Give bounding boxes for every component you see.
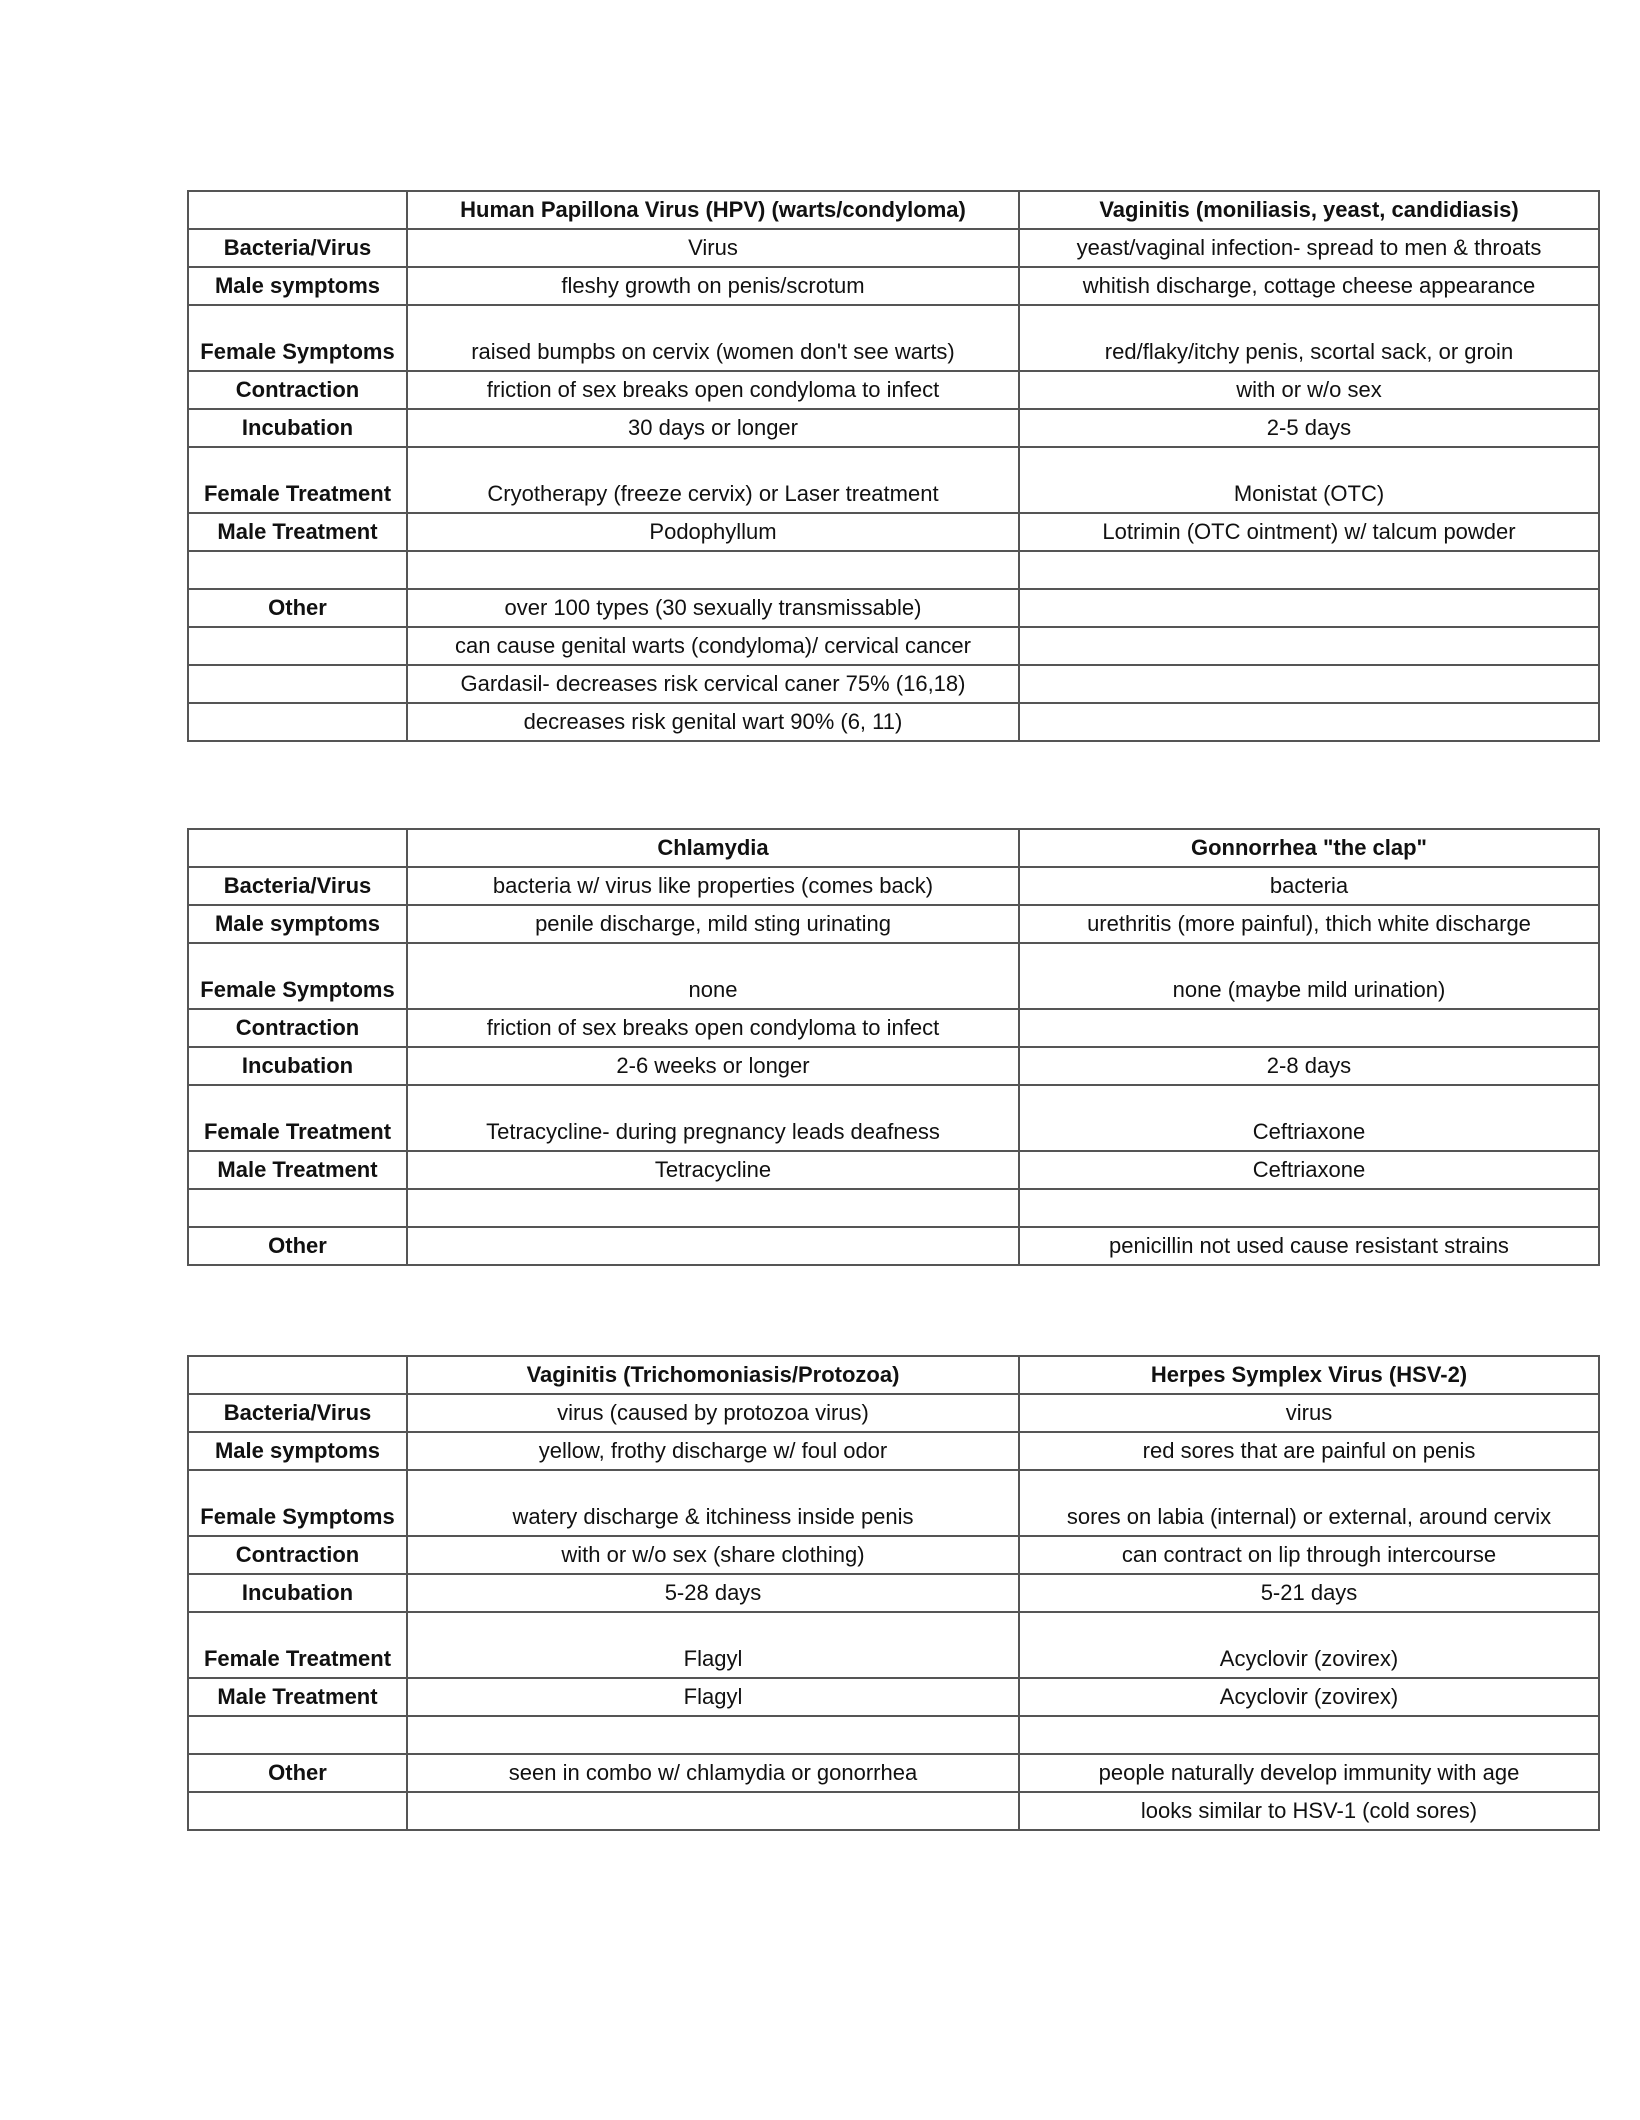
table-row [188,627,1599,665]
table-cell: Flagyl [407,1678,1019,1716]
table-cell: Tetracycline [407,1151,1019,1189]
table-cell: none (maybe mild urination) [1019,943,1599,1009]
row-label: Male symptoms [188,1432,407,1470]
table-row [188,665,1599,703]
row-label: Male Treatment [188,1151,407,1189]
table-cell: Podophyllum [407,513,1019,551]
row-label: Male Treatment [188,1678,407,1716]
table-row [188,1151,1599,1189]
table-cell: Virus [407,229,1019,267]
table-cell: friction of sex breaks open condyloma to infect [407,1009,1019,1047]
table-cell [1019,627,1599,665]
row-label [188,627,407,665]
row-label: Incubation [188,1574,407,1612]
table-cell: 5-28 days [407,1574,1019,1612]
header-cell [188,191,407,229]
table-cell [1019,1009,1599,1047]
row-label: Female Symptoms [188,1470,407,1536]
table-row [188,1678,1599,1716]
header-cell: Herpes Symplex Virus (HSV-2) [1019,1356,1599,1394]
table-row [188,1536,1599,1574]
header-cell: Human Papillona Virus (HPV) (warts/condyloma) [407,191,1019,229]
row-label: Female Treatment [188,1085,407,1151]
row-label: Incubation [188,409,407,447]
table-cell: Tetracycline- during pregnancy leads deafness [407,1085,1019,1151]
table-cell: bacteria w/ virus like properties (comes back) [407,867,1019,905]
table-cell: urethritis (more painful), thich white discharge [1019,905,1599,943]
table-cell: looks similar to HSV-1 (cold sores) [1019,1792,1599,1830]
trichomoniasis-herpes-table [187,1355,1600,1831]
header-cell: Vaginitis (Trichomoniasis/Protozoa) [407,1356,1019,1394]
table-cell: virus [1019,1394,1599,1432]
table-cell: none [407,943,1019,1009]
hpv-vaginitis-table [187,190,1600,742]
table-cell [407,1716,1019,1754]
table-cell [1019,1716,1599,1754]
table-header-row [188,191,1599,229]
table-cell: 5-21 days [1019,1574,1599,1612]
table-row [188,1792,1599,1830]
table-row [188,1574,1599,1612]
table-cell: 2-6 weeks or longer [407,1047,1019,1085]
table-row [188,1189,1599,1227]
table-row [188,409,1599,447]
table-row [188,1047,1599,1085]
table-cell: red/flaky/itchy penis, scortal sack, or groin [1019,305,1599,371]
row-label [188,551,407,589]
table-cell: fleshy growth on penis/scrotum [407,267,1019,305]
row-label: Bacteria/Virus [188,229,407,267]
row-label: Bacteria/Virus [188,867,407,905]
row-label [188,1792,407,1830]
table-row [188,551,1599,589]
table-cell: Cryotherapy (freeze cervix) or Laser treatment [407,447,1019,513]
table-cell: Ceftriaxone [1019,1151,1599,1189]
row-label [188,703,407,741]
table-cell: penile discharge, mild sting urinating [407,905,1019,943]
row-label: Female Treatment [188,447,407,513]
table-cell [1019,551,1599,589]
table-cell: penicillin not used cause resistant strains [1019,1227,1599,1265]
table-cell: Monistat (OTC) [1019,447,1599,513]
table-cell: watery discharge & itchiness inside penis [407,1470,1019,1536]
table-cell: can cause genital warts (condyloma)/ cervical cancer [407,627,1019,665]
table-cell: people naturally develop immunity with age [1019,1754,1599,1792]
table-row [188,1716,1599,1754]
table-cell: 2-5 days [1019,409,1599,447]
table-cell: yeast/vaginal infection- spread to men & throats [1019,229,1599,267]
table-row [188,703,1599,741]
table-cell: over 100 types (30 sexually transmissable) [407,589,1019,627]
table-cell [1019,703,1599,741]
table-cell: sores on labia (internal) or external, around cervix [1019,1470,1599,1536]
row-label: Female Symptoms [188,305,407,371]
row-label: Contraction [188,371,407,409]
row-label: Female Symptoms [188,943,407,1009]
table-row [188,867,1599,905]
table-cell: Ceftriaxone [1019,1085,1599,1151]
table-cell [1019,589,1599,627]
table-cell: Lotrimin (OTC ointment) w/ talcum powder [1019,513,1599,551]
header-cell: Chlamydia [407,829,1019,867]
row-label: Contraction [188,1536,407,1574]
table-cell: 2-8 days [1019,1047,1599,1085]
table-row [188,1754,1599,1792]
table-cell [407,1227,1019,1265]
row-label: Other [188,589,407,627]
table-cell: virus (caused by protozoa virus) [407,1394,1019,1432]
table-row [188,1394,1599,1432]
header-cell [188,1356,407,1394]
table-row [188,1227,1599,1265]
header-cell: Vaginitis (moniliasis, yeast, candidiasis) [1019,191,1599,229]
table-cell: with or w/o sex (share clothing) [407,1536,1019,1574]
table-row [188,1612,1599,1678]
table-row [188,513,1599,551]
table-row [188,267,1599,305]
table-cell: yellow, frothy discharge w/ foul odor [407,1432,1019,1470]
table-cell [407,551,1019,589]
row-label: Male Treatment [188,513,407,551]
table-cell: friction of sex breaks open condyloma to infect [407,371,1019,409]
table-cell [407,1792,1019,1830]
row-label: Male symptoms [188,267,407,305]
table-cell: raised bumpbs on cervix (women don't see warts) [407,305,1019,371]
table-row [188,943,1599,1009]
table-row [188,1009,1599,1047]
table-header-row [188,1356,1599,1394]
table-cell [1019,665,1599,703]
table-row [188,447,1599,513]
table-cell: can contract on lip through intercourse [1019,1536,1599,1574]
header-cell: Gonnorrhea "the clap" [1019,829,1599,867]
header-cell [188,829,407,867]
table-row [188,905,1599,943]
table-cell: Gardasil- decreases risk cervical caner 75% (16,18) [407,665,1019,703]
table-cell: Acyclovir (zovirex) [1019,1678,1599,1716]
table-cell [407,1189,1019,1227]
row-label: Male symptoms [188,905,407,943]
table-cell: seen in combo w/ chlamydia or gonorrhea [407,1754,1019,1792]
table-cell: 30 days or longer [407,409,1019,447]
row-label [188,665,407,703]
row-label: Female Treatment [188,1612,407,1678]
row-label [188,1189,407,1227]
table-cell: with or w/o sex [1019,371,1599,409]
table-cell: Acyclovir (zovirex) [1019,1612,1599,1678]
table-row [188,1085,1599,1151]
row-label: Bacteria/Virus [188,1394,407,1432]
table-header-row [188,829,1599,867]
table-cell: decreases risk genital wart 90% (6, 11) [407,703,1019,741]
table-row [188,1470,1599,1536]
row-label: Incubation [188,1047,407,1085]
row-label: Other [188,1754,407,1792]
table-row [188,1432,1599,1470]
table-row [188,229,1599,267]
chlamydia-gonorrhea-table [187,828,1600,1266]
row-label: Contraction [188,1009,407,1047]
table-cell: Flagyl [407,1612,1019,1678]
row-label: Other [188,1227,407,1265]
table-row [188,305,1599,371]
row-label [188,1716,407,1754]
table-row [188,371,1599,409]
table-cell [1019,1189,1599,1227]
table-cell: whitish discharge, cottage cheese appearance [1019,267,1599,305]
table-cell: red sores that are painful on penis [1019,1432,1599,1470]
table-cell: bacteria [1019,867,1599,905]
table-row [188,589,1599,627]
